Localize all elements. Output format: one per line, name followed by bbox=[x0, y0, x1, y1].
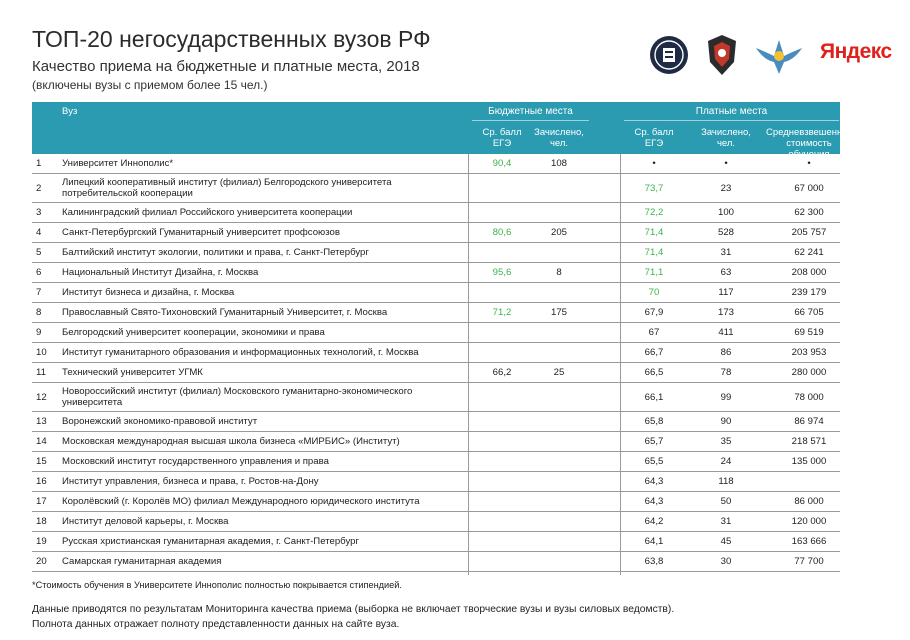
paid-group-divider bbox=[624, 120, 839, 121]
logos-bar bbox=[648, 32, 892, 80]
row-number: 2 bbox=[36, 182, 42, 194]
avg-cost: 280 000 bbox=[791, 367, 827, 378]
university-name: Белгородский университет кооперации, экономики и права bbox=[62, 327, 325, 338]
row-number: 5 bbox=[36, 247, 42, 258]
table-row bbox=[32, 203, 840, 223]
paid-enrolled: 50 bbox=[720, 496, 732, 507]
row-number: 20 bbox=[36, 556, 47, 567]
paid-enrolled: • bbox=[724, 158, 728, 169]
ministry-emblem-icon bbox=[702, 32, 742, 78]
avg-cost: 218 571 bbox=[791, 436, 827, 447]
table-row bbox=[32, 223, 840, 243]
paid-score: 66,5 bbox=[644, 367, 664, 378]
university-name: Новороссийский институт (филиал) Московского гуманитарно-экономического университета bbox=[62, 386, 413, 408]
paid-score: 67 bbox=[648, 327, 660, 338]
table-row bbox=[32, 452, 840, 472]
source-note-line1: Данные приводятся по результатам Мониторинга качества приема (выборка не включает творческие вузы и вузы силовых ведомств). bbox=[32, 604, 675, 615]
row-number: 13 bbox=[36, 416, 47, 427]
university-name: Институт управления, бизнеса и права, г. Ростов-на-Дону bbox=[62, 476, 319, 487]
table-row bbox=[32, 432, 840, 452]
paid-score: 66,1 bbox=[644, 391, 664, 403]
table-row bbox=[32, 343, 840, 363]
table-row bbox=[32, 512, 840, 532]
budget-enrolled: 25 bbox=[553, 367, 565, 378]
paid-score: 72,2 bbox=[644, 207, 664, 218]
footnote: *Стоимость обучения в Университете Иннополис полностью покрывается стипендией. bbox=[32, 580, 402, 590]
avg-cost: • bbox=[807, 158, 811, 169]
cost-header: Средневзвешенная стоимость обучения bbox=[766, 127, 853, 160]
paid-score: 71,4 bbox=[644, 247, 664, 258]
paid-score-header: Ср. балл ЕГЭ bbox=[634, 127, 674, 149]
paid-enrolled: 30 bbox=[720, 556, 732, 567]
paid-score: 65,5 bbox=[644, 456, 664, 467]
paid-score: 66,7 bbox=[644, 347, 664, 358]
university-name: Институт бизнеса и дизайна, г. Москва bbox=[62, 287, 235, 298]
paid-enrolled: 31 bbox=[720, 247, 732, 258]
budget-enrolled: 8 bbox=[556, 267, 562, 278]
paid-score: • bbox=[652, 158, 656, 169]
avg-cost: 205 757 bbox=[791, 227, 827, 238]
table-row bbox=[32, 552, 840, 572]
university-name: Институт гуманитарного образования и информационных технологий, г. Москва bbox=[62, 347, 419, 358]
hse-logo-icon bbox=[648, 32, 690, 78]
paid-enrolled: 35 bbox=[720, 436, 732, 447]
budget-enrolled: 205 bbox=[550, 227, 567, 238]
paid-enrolled: 63 bbox=[720, 267, 732, 278]
row-number: 10 bbox=[36, 347, 47, 358]
rosobrnadzor-emblem-icon bbox=[754, 32, 804, 78]
avg-cost: 78 000 bbox=[794, 391, 824, 403]
avg-cost: 120 000 bbox=[791, 516, 827, 527]
budget-score-header: Ср. балл ЕГЭ bbox=[482, 127, 522, 149]
page-title: ТОП-20 негосударственных вузов РФ bbox=[32, 26, 431, 52]
table-header bbox=[32, 102, 853, 160]
university-name: Самарская гуманитарная академия bbox=[62, 556, 222, 567]
paid-enrolled: 528 bbox=[717, 227, 734, 238]
avg-cost: 66 705 bbox=[794, 307, 824, 318]
paid-score: 73,7 bbox=[644, 182, 664, 194]
avg-cost: 203 953 bbox=[791, 347, 827, 358]
paid-enrolled: 78 bbox=[720, 367, 732, 378]
budget-enrolled-header: Зачислено, чел. bbox=[534, 127, 584, 149]
university-name: Технический университет УГМК bbox=[62, 367, 203, 378]
university-name: Санкт-Петербургский Гуманитарный университет профсоюзов bbox=[62, 227, 340, 238]
avg-cost: 86 000 bbox=[794, 496, 824, 507]
table-row bbox=[32, 303, 840, 323]
table-row bbox=[32, 263, 840, 283]
paid-enrolled: 45 bbox=[720, 536, 732, 547]
table-row bbox=[32, 472, 840, 492]
budget-group-header: Бюджетные места bbox=[488, 106, 573, 117]
avg-cost: 208 000 bbox=[791, 267, 827, 278]
paid-enrolled: 411 bbox=[718, 327, 734, 338]
paid-enrolled: 173 bbox=[717, 307, 734, 318]
budget-score: 90,4 bbox=[492, 158, 512, 169]
paid-score: 63,8 bbox=[644, 556, 664, 567]
university-name: Институт деловой карьеры, г. Москва bbox=[62, 516, 229, 527]
table-row bbox=[32, 412, 840, 432]
table-row bbox=[32, 323, 840, 343]
paid-enrolled: 86 bbox=[720, 347, 732, 358]
row-number: 4 bbox=[36, 227, 42, 238]
paid-score: 64,2 bbox=[644, 516, 664, 527]
row-number: 11 bbox=[36, 367, 46, 378]
table-row bbox=[32, 174, 840, 203]
row-number: 1 bbox=[36, 158, 42, 169]
paid-score: 65,8 bbox=[644, 416, 664, 427]
budget-enrolled: 175 bbox=[550, 307, 567, 318]
paid-score: 67,9 bbox=[644, 307, 664, 318]
paid-score: 64,1 bbox=[644, 536, 664, 547]
avg-cost: 67 000 bbox=[794, 182, 824, 194]
budget-score: 95,6 bbox=[492, 267, 512, 278]
avg-cost: 135 000 bbox=[791, 456, 827, 467]
row-number: 19 bbox=[36, 536, 47, 547]
paid-enrolled: 23 bbox=[720, 182, 732, 194]
university-name: Русская христианская гуманитарная академия, г. Санкт-Петербург bbox=[62, 536, 359, 547]
source-note-line2: Полнота данных отражает полноту представленности данных на сайте вуза. bbox=[32, 619, 400, 630]
row-number: 9 bbox=[36, 327, 42, 338]
row-number: 8 bbox=[36, 307, 42, 318]
paid-score: 64,3 bbox=[644, 496, 664, 507]
table-row bbox=[32, 283, 840, 303]
avg-cost: 163 666 bbox=[791, 536, 827, 547]
avg-cost: 62 241 bbox=[794, 247, 824, 258]
budget-score: 71,2 bbox=[492, 307, 512, 318]
page-subtitle: Качество приема на бюджетные и платные места, 2018 bbox=[32, 58, 420, 75]
paid-enrolled: 31 bbox=[720, 516, 732, 527]
paid-enrolled-header: Зачислено, чел. bbox=[701, 127, 751, 149]
table-row bbox=[32, 363, 840, 383]
university-name: Московский институт государственного управления и права bbox=[62, 456, 329, 467]
paid-enrolled: 117 bbox=[718, 287, 734, 298]
university-name: Воронежский экономико-правовой институт bbox=[62, 416, 258, 427]
paid-group-header: Платные места bbox=[695, 106, 768, 117]
paid-enrolled: 118 bbox=[718, 476, 734, 487]
budget-score: 80,6 bbox=[492, 227, 512, 238]
table-row bbox=[32, 492, 840, 512]
budget-group-divider bbox=[472, 120, 589, 121]
university-name: Королёвский (г. Королёв МО) филиал Международного юридического института bbox=[62, 496, 420, 507]
avg-cost: 69 519 bbox=[794, 327, 824, 338]
row-number: 7 bbox=[36, 287, 42, 298]
avg-cost: 77 700 bbox=[794, 556, 824, 567]
table-row bbox=[32, 383, 840, 412]
row-number: 3 bbox=[36, 207, 42, 218]
row-number: 15 bbox=[36, 456, 47, 467]
university-name: Университет Иннополис* bbox=[62, 158, 174, 169]
budget-score: 66,2 bbox=[492, 367, 512, 378]
university-name: Православный Свято-Тихоновский Гуманитарный Университет, г. Москва bbox=[62, 307, 388, 318]
row-number: 18 bbox=[36, 516, 47, 527]
yandex-logo: Яндекс bbox=[820, 40, 892, 63]
university-name: Московская международная высшая школа бизнеса «МИРБИС» (Институт) bbox=[62, 436, 400, 447]
avg-cost: 62 300 bbox=[794, 207, 824, 218]
row-number: 16 bbox=[36, 476, 47, 487]
paid-score: 71,4 bbox=[644, 227, 664, 238]
paid-enrolled: 90 bbox=[720, 416, 732, 427]
table-row bbox=[32, 532, 840, 552]
subtitle-note: (включены вузы с приемом более 15 чел.) bbox=[32, 78, 268, 92]
paid-score: 64,3 bbox=[644, 476, 664, 487]
paid-enrolled: 100 bbox=[717, 207, 734, 218]
avg-cost: 86 974 bbox=[794, 416, 824, 427]
paid-score: 65,7 bbox=[644, 436, 664, 447]
row-number: 14 bbox=[36, 436, 47, 447]
row-number: 17 bbox=[36, 496, 47, 507]
col-university-header: Вуз bbox=[62, 106, 78, 117]
row-number: 12 bbox=[36, 391, 47, 403]
row-number: 6 bbox=[36, 267, 42, 278]
paid-score: 70 bbox=[648, 287, 660, 298]
budget-enrolled: 108 bbox=[550, 158, 567, 169]
paid-enrolled: 24 bbox=[720, 456, 732, 467]
table-row bbox=[32, 243, 840, 263]
avg-cost: 239 179 bbox=[791, 287, 827, 298]
paid-enrolled: 99 bbox=[720, 391, 732, 403]
university-name: Национальный Институт Дизайна, г. Москва bbox=[62, 267, 259, 278]
university-name: Калининградский филиал Российского университета кооперации bbox=[62, 207, 353, 218]
university-name: Липецкий кооперативный институт (филиал) Белгородского университета потребительской кооперации bbox=[62, 177, 392, 199]
universities-table-body bbox=[32, 154, 840, 572]
paid-score: 71,1 bbox=[644, 267, 664, 278]
table-row bbox=[32, 154, 840, 174]
university-name: Балтийский институт экологии, политики и права, г. Санкт-Петербург bbox=[62, 247, 369, 258]
